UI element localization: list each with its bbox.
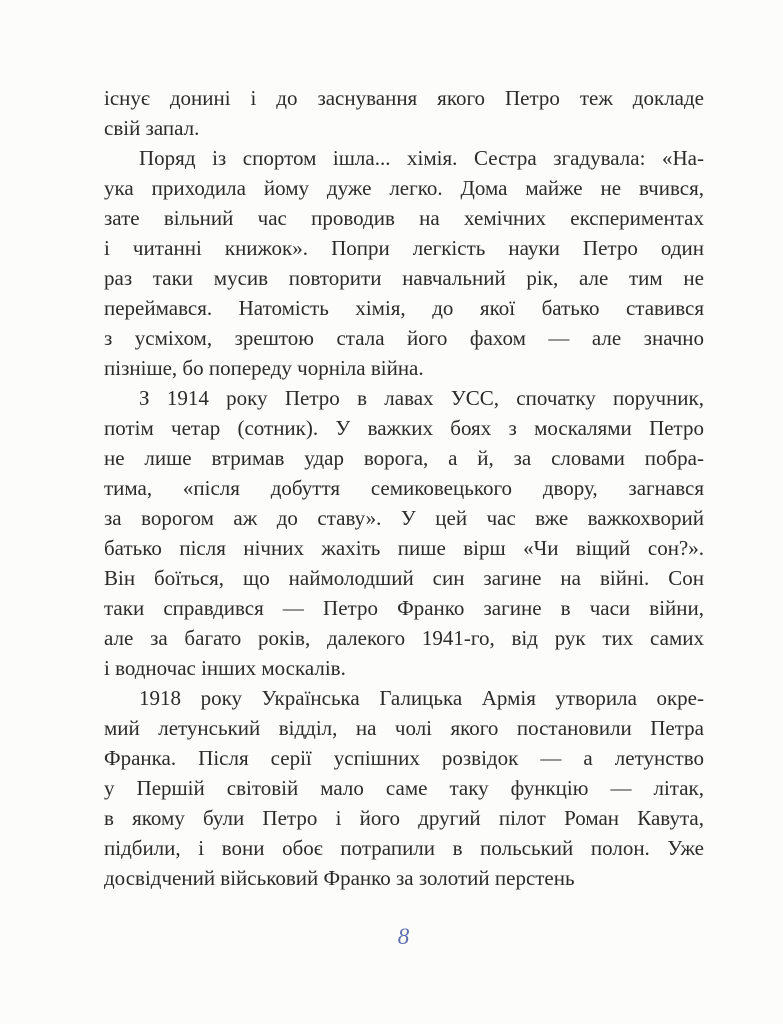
text-line: ука приходила йому дуже легко. Дома майже не вчився,: [104, 176, 704, 200]
text-line: досвідчений військовий Франко за золотий перстень: [104, 866, 575, 890]
paragraph: [104, 683, 704, 893]
text-line: і читанні книжок». Попри легкість науки Петро один: [104, 236, 704, 260]
text-line: Франка. Після серії успішних розвідок — а летунство: [104, 746, 704, 770]
text-line: потім четар (сотник). У важких боях з москалями Петро: [104, 416, 704, 440]
text-line: тима, «після добуття семиковецького двору, загнався: [104, 476, 704, 500]
text-line: раз таки мусив повторити навчальний рік, але тим не: [104, 266, 704, 290]
text-line: 1918 року Українська Галицька Армія утворила окре-: [139, 686, 704, 710]
text-line: Поряд із спортом ішла... хімія. Сестра згадувала: «На-: [139, 146, 704, 170]
text-line: підбили, і вони обоє потрапили в польський полон. Уже: [104, 836, 704, 860]
text-line: свій запал.: [104, 116, 200, 140]
text-line: батько після нічних жахіть пише вірш «Чи віщий сон?».: [104, 536, 704, 560]
paragraph: [104, 83, 704, 143]
paragraph: [104, 383, 704, 683]
text-line: таки справдився — Петро Франко загине в часи війни,: [104, 596, 704, 620]
text-line: за ворогом аж до ставу». У цей час вже важкохворий: [104, 506, 704, 530]
text-line: у Першій світовій мало саме таку функцію — літак,: [104, 776, 704, 800]
text-line: переймався. Натомість хімія, до якої батько ставився: [104, 296, 704, 320]
text-line: але за багато років, далекого 1941-го, від рук тих самих: [104, 626, 704, 650]
text-line: мий летунський відділ, на чолі якого постановили Петра: [104, 716, 704, 740]
paragraph: [104, 143, 704, 383]
text-line: існує донині і до заснування якого Петро теж докладе: [104, 86, 704, 110]
text-line: і водночас інших москалів.: [104, 656, 346, 680]
text-line: пізніше, бо попереду чорніла війна.: [104, 356, 424, 380]
text-line: зате вільний час проводив на хемічних експериментах: [104, 206, 704, 230]
text-line: не лише втримав удар ворога, а й, за словами побра-: [104, 446, 704, 470]
page-number: 8: [397, 924, 410, 949]
text-line: з усміхом, зрештою стала його фахом — але значно: [104, 326, 704, 350]
text-line: Він боїться, що наймолодший син загине на війні. Сон: [104, 566, 704, 590]
text-block: [104, 83, 704, 893]
text-line: в якому були Петро і його другий пілот Роман Кавута,: [104, 806, 704, 830]
text-line: З 1914 року Петро в лавах УСС, спочатку поручник,: [139, 386, 704, 410]
